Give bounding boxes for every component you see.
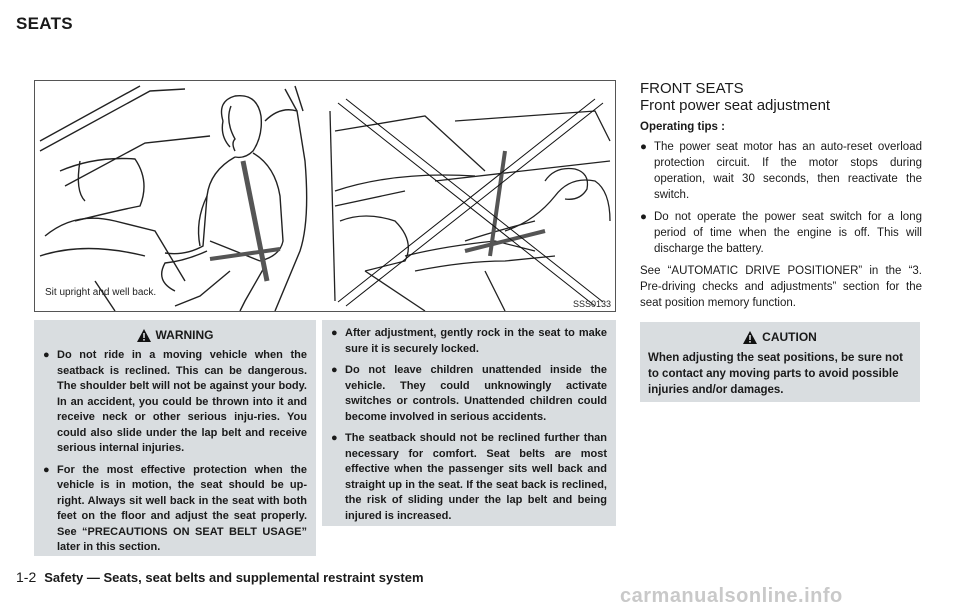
list-item: ● Do not operate the power seat switch for a long period of time when the engine is off. This will discharge the battery. xyxy=(640,211,922,255)
warning-list-left xyxy=(43,348,307,556)
list-item: ● For the most effective protection when the vehicle is in motion, the seat should be up-right. Always sit well back in the seat with both feet on the floor and adjust the seat properly. See “PRECAUTIONS ON SEAT BELT USAGE” later in this section. xyxy=(43,463,307,553)
seat-illustration xyxy=(35,81,615,311)
figure-code: SSS0133 xyxy=(572,299,611,309)
caution-box xyxy=(640,322,920,402)
upright-passenger-drawing xyxy=(40,86,307,311)
operating-tips-label: Operating tips : xyxy=(640,121,725,133)
seat-illustration-figure xyxy=(34,80,616,312)
list-item: ● The seatback should not be reclined further than necessary for comfort. Seat belts are most effective when the passenger sits well back and straight up in the seat. If the seat back is reclined, the risk of sliding under the lap belt and being injured is increased. xyxy=(331,432,607,522)
list-item: ● Do not ride in a moving vehicle when the seatback is reclined. This can be dangerous. The shoulder belt will not be against your body. In an accident, you could be thrown into it and receive neck or other serious inju-ries. You could also slide under the lap belt and receive serious internal injuries. xyxy=(43,349,307,454)
warning-label: WARNING xyxy=(155,328,214,342)
list-item: ● The power seat motor has an auto-reset overload protection circuit. If the motor stops during operation, wait 30 seconds, then reactivate the switch. xyxy=(640,141,922,201)
bullet-icon: ● xyxy=(43,463,50,476)
site-watermark: carmanualsonline.info xyxy=(620,585,843,607)
warning-box xyxy=(34,320,316,556)
bullet-icon: ● xyxy=(331,327,338,339)
bullet-icon: ● xyxy=(43,349,50,361)
list-item: ● After adjustment, gently rock in the seat to make sure it is securely locked. xyxy=(331,327,607,355)
bullet-icon: ● xyxy=(640,141,647,153)
figure-caption: Sit upright and well back. xyxy=(45,287,157,298)
warning-list-right xyxy=(331,326,607,524)
list-item: ● Do not leave children unattended inside the vehicle. They could unknowingly activate switches or controls. Unattended children could become involved in serious accidents. xyxy=(331,364,607,423)
warning-triangle-icon xyxy=(137,329,151,342)
cross-reference-text: See “AUTOMATIC DRIVE POSITIONER” in the “3. Pre-driving checks and adjustments” section for the seat position memory function. xyxy=(640,265,922,309)
caution-triangle-icon xyxy=(743,331,757,344)
footer-text: Safety — Seats, seat belts and supplemental restraint system xyxy=(44,570,424,585)
warning-header xyxy=(43,328,307,342)
page-footer xyxy=(16,569,424,585)
bullet-icon: ● xyxy=(640,211,647,223)
page-section-title: SEATS xyxy=(16,14,73,33)
caution-header xyxy=(648,330,912,344)
caution-text: When adjusting the seat positions, be sure not to contact any moving parts to avoid possible injuries and/or damages. xyxy=(648,352,903,396)
warning-box-continued xyxy=(322,320,616,526)
reclined-passenger-drawing xyxy=(330,111,610,311)
caution-label: CAUTION xyxy=(762,330,817,344)
operating-tips-list xyxy=(640,139,922,257)
bullet-icon: ● xyxy=(331,432,338,444)
bullet-icon: ● xyxy=(331,364,338,376)
prohibited-x-mark xyxy=(338,99,603,306)
front-seats-section xyxy=(640,80,922,311)
page-number: 1-2 xyxy=(16,569,37,585)
section-heading: FRONT SEATS xyxy=(640,80,744,97)
subsection-heading: Front power seat adjustment xyxy=(640,97,831,114)
